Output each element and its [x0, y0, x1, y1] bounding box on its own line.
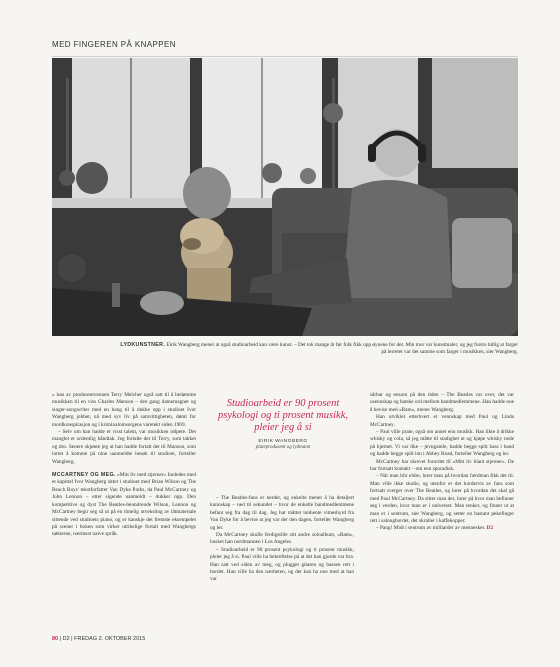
- col3-paragraph: – Pang! Midt i sentrum av milliarder av mennesker.: [376, 525, 486, 532]
- article-column-2: [210, 495, 354, 584]
- caption-label: LYDKUNSTNER.: [120, 342, 165, 348]
- col2-paragraph: – The Beatles-fans er nerder, og enkelte mener å ha detaljert kunnskap – ned til sekundet – hvor de enkelte bandmedlemmene befant seg fra dag til dag. Jeg har måttet innhente vitnesbyrd fra Van Dyke for å bevise at jeg var der den dagen, forteller Wangberg og ler.: [210, 495, 354, 531]
- col3-paragraph: – Paul ville prate, også om annet enn musikk. Han likte å drikke whisky og cola, så jeg måtte til stadighet ut og kjøpe whisky nede på hjørnet. Vi var like – jevngamle, hadde begge spilt bass i band og hadde begge spilt inn i Abbey Road, forteller Wangberg og ler.: [370, 429, 514, 458]
- col3-paragraph: – Når man blir eldre, lurer man på hvordan færdman fikk det til. Man ville ikke studio, og utenfor er det hordervis av fans som fortsatt sverger over The Beatles, og lurer på hvordan det skal gå med Paul McCartney. Da sitter man der, lurer på hvor man befinner seg i verden, hvor man er i universet. Man tenker, og finner ut at man er i sentrum, sier Wangberg, og setter en bastant pekefinger rett i salongbordet, det skraller i kaffekopper.: [370, 473, 514, 524]
- pull-quote-author: EIRIK WANGBERG: [258, 439, 308, 444]
- section-header: [52, 40, 518, 57]
- subheading: MCCARTNEY OG MEG.: [52, 472, 116, 479]
- col2-paragraph: Da McCartney skulle ferdigstille sitt andre soloalbum, «Ram», husket han nordmannen i Los Angeles.: [210, 532, 354, 546]
- section-title: MED FINGEREN PÅ KNAPPEN: [52, 40, 176, 49]
- col3-paragraph: Han utviklet etterhvert et vennskap med Paul og Linda McCartney.: [370, 414, 514, 428]
- page-number: 80: [52, 636, 59, 642]
- footer-text: | D2 | FREDAG 2. OKTOBER 2015: [59, 636, 146, 642]
- col1-paragraph: – Selv om han hadde et visst talent, var musikken rølpete. Det manglet et ordentlig håndtak. Jeg fortalte det til Terry, som takket og dro. Senere skjønte jeg at han hadde fortalt det til Manson, som lurtet å komme på nine uanmeldte besøk til studioet, forteller Wangberg.: [52, 429, 196, 465]
- article-column-3: [370, 392, 514, 533]
- page-footer: [52, 636, 145, 642]
- article-column-1: » han av produsentvennen Terry Melcher også satt til å bedømme musikken til en viss Charles Manson – den gang damemagnet og singer-songwriter med en hang til å dukke opp i studioet Ivor Wangberg jobbet, nå med syv liv på samvittigheten, dømt for mordkonspirasjon og i kriminalomsorgens varetekt siden 1969. – Selv om han hadde et visst talent, var musikken rølpete. Det manglet et ordentlig håndtak. Jeg fortalte det til Terry, som takket og dro. Senere skjønte jeg at han hadde fortalt det til Manson, som lurtet å komme på nine uanmeldte besøk til studioet, forteller Wangberg. MCCARTNEY OG MEG. «Mitt liv med stjerner» Innledes med et kapittel Ivor Wangberg sitter i studioet med Brian Wilson og The Beach Boys' tekstforfatter Van Dyke Parks, da Paul McCartney og John Lennon – etter sigende uanmeldt – dukker opp. Den kompetitive og dyst The Beatles-beundrende Wilson, Lennon og McCartney begir seg så ut på en timelig utveksling av låtmateriale sittende ved studioets piano, og er kanskje det fremste eksempelet på scener i boken som virker utrikelige fortalt med Wangbergs nøkterne, nærmest naive språk.: [52, 392, 196, 538]
- caption-text: Eirik Wangberg mener at også studioarbeid kan være kunst. – Det tok mange år før folk fikk opp øynene for det. Min mor var kunstmaler, og jeg forsto tidlig at farger på lerretet var det samme som farger i musikken, sier Wangberg.: [166, 342, 518, 355]
- end-mark: D2: [486, 525, 494, 532]
- photo-caption: [120, 342, 518, 356]
- col1-paragraph: «Mitt liv med stjerner» Innledes med et kapittel Ivor Wangberg sitter i studioet med Brian Wilson og The Beach Boys' tekstforfatter Van Dyke Parks, da Paul McCartney og John Lennon – etter sigende uanmeldt – dukker opp. Den kompetitive og dyst The Beatles-beundrende Wilson, Lennon og McCartney begir seg så ut på en timelig utveksling av låtmateriale sittende ved studioets piano, og er kanskje det fremste eksempelet på scener i boken som virker utrikelige fortalt med Wangbergs nøkterne, nærmest naive språk.: [52, 472, 196, 538]
- pull-quote-text: Studioarbeid er 90 prosent psykologi og ti prosent musikk, pleier jeg å si: [218, 398, 348, 433]
- pull-quote-role: plateprodusent og lydmann: [255, 445, 311, 450]
- col1-paragraph: han av produsentvennen Terry Melcher også satt til å bedømme musikken til en viss Charles Manson – den gang damemagnet og singer-songwriter med en hang til å dukke opp i studioet Ivor Wangberg jobbet, nå med syv liv på samvittigheten, dømt for mordkonspirasjon og i kriminalomsorgens varetekt siden 1969.: [52, 392, 196, 428]
- col2-paragraph: – Studioarbeid er 90 prosent psykologi og ti prosent musikk, pleier jeg å si. Paul ville ha bekreftelse på at det han gjorde var bra. Han satt ved siden av meg, og plugget gitaren og bassen rett i bordet. Han ville ha den nærheten, og det kan ha noe med at han var: [210, 546, 354, 583]
- pull-quote: [212, 398, 354, 450]
- article-photo: [52, 58, 518, 336]
- col3-paragraph: sårbar og ensom på den tiden – The Beatles var over, det var usennskap og hatske ord mellom bandmedlemmene. Han hadde noe å bevise med «Ram», mener Wangberg.: [370, 392, 515, 413]
- col3-paragraph: McCartney har skrevet forordet til «Mitt liv blant stjerner». De har fortsatt kontakt – om enn sporadisk.: [370, 458, 514, 473]
